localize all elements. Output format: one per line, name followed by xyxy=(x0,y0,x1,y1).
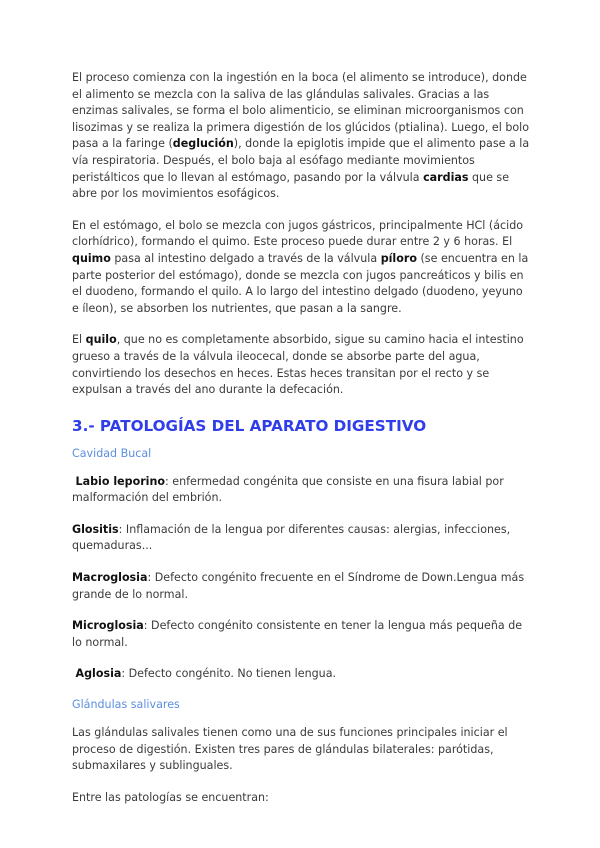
item-aglosia: Aglosia: Defecto congénito. No tienen lengua. xyxy=(75,667,337,681)
paragraph-ingestion: El proceso comienza con la ingestión en la boca (el alimento se introduce), donde el alimento se mezcla con la saliva de las glándulas salivales. Gracias a las enzimas salivales, se forma el bolo alimenticio, se eliminan microorganismos con lisozimas y se realiza la primera digestión de los glúcidos (ptialina). Luego, el bolo pasa a la faringe (deglución), donde la epiglotis impide que el alimento pase a la vía respiratoria. Después, el bolo baja al esófago mediante movimientos peristálticos que lo llevan al estómago, pasando por la válvula cardias que se abre por los movimientos esofágicos. xyxy=(72,71,530,201)
subheading-glandulas-salivares: Glándulas salivares xyxy=(72,698,180,712)
term-deglucion: deglución xyxy=(172,137,234,151)
item-macroglosia: Macroglosia: Defecto congénito frecuente en el Síndrome de Down.Lengua más grande de lo normal. xyxy=(72,571,525,601)
item-labio-leporino: Labio leporino: enfermedad congénita que consiste en una fisura labial por malformación del embrión. xyxy=(72,474,504,505)
item-glositis: Glositis: Inflamación de la lengua por diferentes causas: alergias, infecciones, quemaduras... xyxy=(72,522,511,553)
section-title: 3.- PATOLOGÍAS DEL APARATO DIGESTIVO xyxy=(72,416,427,435)
paragraph-quilo: El quilo, que no es completamente absorbido, sigue su camino hacia el intestino grueso a través de la válvula ileocecal, donde se absorbe parte del agua, convirtiendo los desechos en heces. Estas heces transitan por el recto y se expulsan a través del ano durante la defecación. xyxy=(72,333,524,397)
subheading-cavidad-bucal: Cavidad Bucal xyxy=(72,446,152,460)
term-quimo: quimo xyxy=(72,251,111,265)
paragraph-entre-patologias: Entre las patologías se encuentran: xyxy=(72,790,269,804)
term-piloro: píloro xyxy=(380,251,417,265)
item-microglosia: Microglosia: Defecto congénito consistente en tener la lengua más pequeña de lo normal. xyxy=(72,619,523,649)
term-cardias: cardias xyxy=(423,170,469,184)
paragraph-glandulas: Las glándulas salivales tienen como una de sus funciones principales iniciar el proceso de digestión. Existen tres pares de glándulas bilaterales: parótidas, submaxilares y sublinguales. xyxy=(72,726,508,773)
paragraph-estomago: En el estómago, el bolo se mezcla con jugos gástricos, principalmente HCl (ácido clorhídrico), formando el quimo. Este proceso puede durar entre 2 y 6 horas. El quimo pasa al intestino delgado a través de la válvula píloro (se encuentra en la parte posterior del estómago), donde se mezcla con jugos pancreáticos y bilis en el duodeno, formando el quilo. A lo largo del intestino delgado (duodeno, yeyuno e íleon), se absorben los nutrientes, que pasan a la sangre. xyxy=(72,218,529,315)
term-quilo: quilo xyxy=(85,333,117,347)
